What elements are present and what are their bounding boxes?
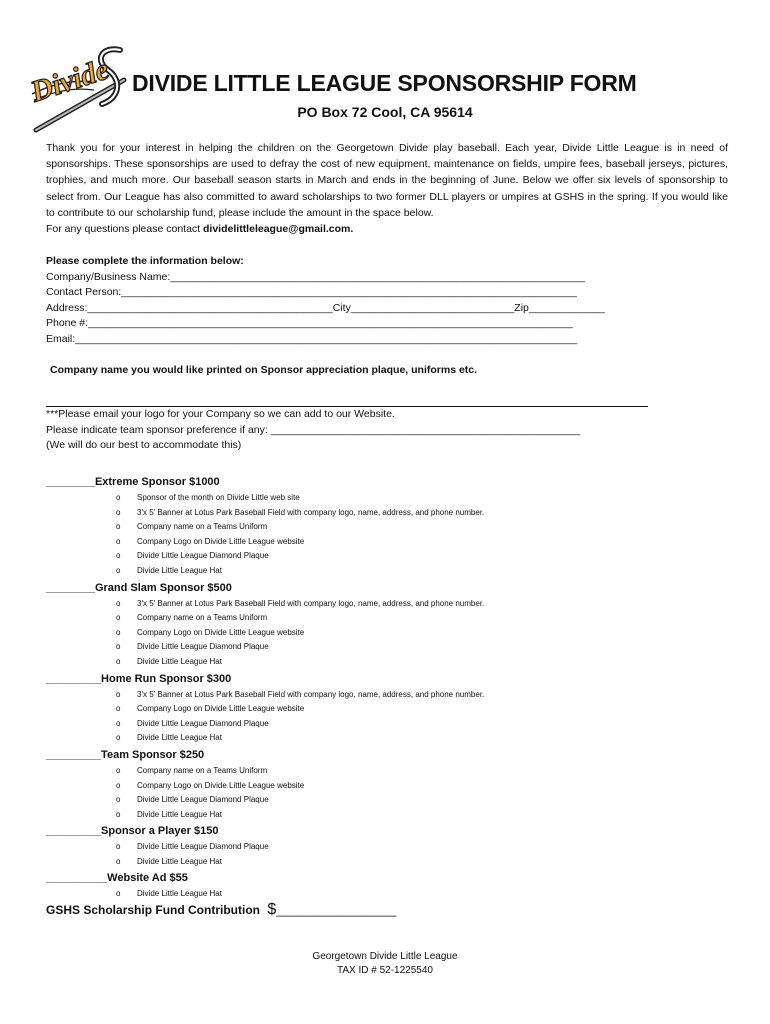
logo-preference-block <box>46 396 656 454</box>
form-title: DIVIDE LITTLE LEAGUE SPONSORSHIP FORM <box>132 70 637 96</box>
benefit-list <box>46 597 686 670</box>
bullet-icon: o <box>116 856 121 866</box>
scholarship-contribution <box>46 901 396 919</box>
level-title[interactable]: ________Extreme Sponsor $1000 <box>46 476 220 488</box>
level-title[interactable]: _________Sponsor a Player $150 <box>46 825 219 838</box>
benefit-item: o Divide Little League Diamond Plaque <box>46 717 686 732</box>
benefit-item: o Company name on a Teams Uniform <box>46 520 686 535</box>
bullet-icon: o <box>116 507 121 517</box>
benefit-list <box>46 887 686 902</box>
level-title[interactable]: _________Team Sponsor $250 <box>46 748 205 761</box>
bullet-icon: o <box>116 704 121 714</box>
bullet-icon: o <box>116 809 121 819</box>
contact-line <box>46 221 728 237</box>
intro-section <box>46 140 728 237</box>
benefit-item: o 3'x 5' Banner at Lotus Park Baseball Field with company logo, name, address, and phone number. <box>46 597 686 612</box>
benefit-item: o Divide Little League Diamond Plaque <box>46 793 686 808</box>
scholarship-label: GSHS Scholarship Fund Contribution <box>46 903 264 917</box>
divide-logo <box>24 42 134 137</box>
bullet-icon: o <box>116 656 121 666</box>
contact-person-field[interactable]: Contact Person:______________________________________________________________________________ <box>46 286 577 299</box>
level-home-run <box>46 670 686 746</box>
sponsorship-levels <box>46 473 686 902</box>
benefit-item: o Company Logo on Divide Little League website <box>46 779 686 794</box>
team-preference-field[interactable]: Please indicate team sponsor preference if any: _____________________________________________________ <box>46 423 581 436</box>
footer <box>0 950 770 978</box>
bullet-icon: o <box>116 842 121 852</box>
footer-tax-id: TAX ID # 52-1225540 <box>337 965 433 976</box>
benefit-item: o Divide Little League Hat <box>46 655 686 670</box>
bullet-icon: o <box>116 642 121 652</box>
bullet-icon: o <box>116 627 121 637</box>
benefit-item: o Divide Little League Hat <box>46 731 686 746</box>
accommodate-note: (We will do our best to accommodate this) <box>46 439 242 452</box>
benefit-item: o Divide Little League Diamond Plaque <box>46 640 686 655</box>
bullet-icon: o <box>116 718 121 728</box>
footer-org: Georgetown Divide Little League <box>312 951 458 962</box>
contact-prefix: For any questions please contact <box>46 223 204 236</box>
company-name-field[interactable]: Company/Business Name:_______________________________________________________________________ <box>46 270 585 283</box>
logo-email-note: ***Please email your logo for your Company so we can add to our Website. <box>46 408 395 420</box>
bullet-icon: o <box>116 780 121 790</box>
benefit-item: o Divide Little League Hat <box>46 808 686 823</box>
benefit-item: o Divide Little League Hat <box>46 887 686 902</box>
benefit-list <box>46 688 686 746</box>
contact-email: dividelittleleague@gmail.com. <box>203 223 354 236</box>
benefit-item: o Company Logo on Divide Little League website <box>46 702 686 717</box>
level-extreme <box>46 473 686 579</box>
bullet-icon: o <box>116 522 121 532</box>
benefit-item: o 3'x 5' Banner at Lotus Park Baseball Field with company logo, name, address, and phone number. <box>46 688 686 703</box>
bullet-icon: o <box>116 795 121 805</box>
benefit-item: o Company Logo on Divide Little League website <box>46 626 686 641</box>
benefit-item: o Company name on a Teams Uniform <box>46 764 686 779</box>
level-sponsor-player <box>46 822 686 869</box>
benefit-item: o Divide Little League Hat <box>46 855 686 870</box>
bullet-icon: o <box>116 889 121 899</box>
intro-paragraph: Thank you for your interest in helping the children on the Georgetown Divide play baseball. Each year, Divide Little League is in need of sponsorships. These sponsorships are used to defray the cost of new equipment, maintenance on fields, umpire fees, baseball jerseys, pictures, trophies, and much more. Our baseball season starts in March and ends in the beginning of June. Below we offer six levels of sponsorship to select from. Our League has also committed to award scholarships to two former DLL players or umpires at GSHS in the spring. If you would like to contribute to our scholarship fund, please include the amount in the space below. <box>46 142 728 219</box>
contact-info-fields <box>46 254 646 348</box>
dollar-sign: $ <box>267 901 277 918</box>
benefit-item: o Company Logo on Divide Little League website <box>46 535 686 550</box>
level-title[interactable]: _________Home Run Sponsor $300 <box>46 672 232 685</box>
bullet-icon: o <box>116 689 121 699</box>
level-title[interactable]: ________Grand Slam Sponsor $500 <box>46 581 232 594</box>
bullet-icon: o <box>116 613 121 623</box>
level-website-ad <box>46 869 686 902</box>
bullet-icon: o <box>116 765 121 775</box>
benefit-item: o Divide Little League Diamond Plaque <box>46 840 686 855</box>
scholarship-amount-field[interactable]: __________________ <box>276 903 397 917</box>
po-box-address: PO Box 72 Cool, CA 95614 <box>297 104 473 120</box>
benefit-list <box>46 840 686 869</box>
bullet-icon: o <box>116 493 121 502</box>
address-field[interactable]: Address:__________________________________________City____________________________Zip_____________ <box>46 301 605 314</box>
bullet-icon: o <box>116 598 121 608</box>
benefit-item: o Sponsor of the month on Divide Little web site <box>46 491 686 506</box>
benefit-item: o Divide Little League Diamond Plaque <box>46 549 686 564</box>
phone-field[interactable]: Phone #:___________________________________________________________________________________ <box>46 317 573 330</box>
printed-name-line[interactable] <box>46 396 648 407</box>
bullet-icon: o <box>116 551 121 561</box>
level-team <box>46 746 686 822</box>
logo-wordmark: Divide <box>26 52 113 109</box>
benefit-list <box>46 491 686 579</box>
bullet-icon: o <box>116 536 121 546</box>
printed-name-label: Company name you would like printed on Sponsor appreciation plaque, uniforms etc. <box>50 364 478 376</box>
fields-heading: Please complete the information below: <box>46 255 244 267</box>
benefit-item: o Divide Little League Hat <box>46 564 686 579</box>
bullet-icon: o <box>116 565 121 575</box>
benefit-list <box>46 764 686 822</box>
level-grand-slam <box>46 579 686 670</box>
email-field[interactable]: Email:______________________________________________________________________________________ <box>46 332 578 345</box>
benefit-item: o Company name on a Teams Uniform <box>46 611 686 626</box>
level-title[interactable]: __________Website Ad $55 <box>46 872 188 885</box>
benefit-item: o 3'x 5' Banner at Lotus Park Baseball Field with company logo, name, address, and phone number. <box>46 506 686 521</box>
bullet-icon: o <box>116 733 121 743</box>
